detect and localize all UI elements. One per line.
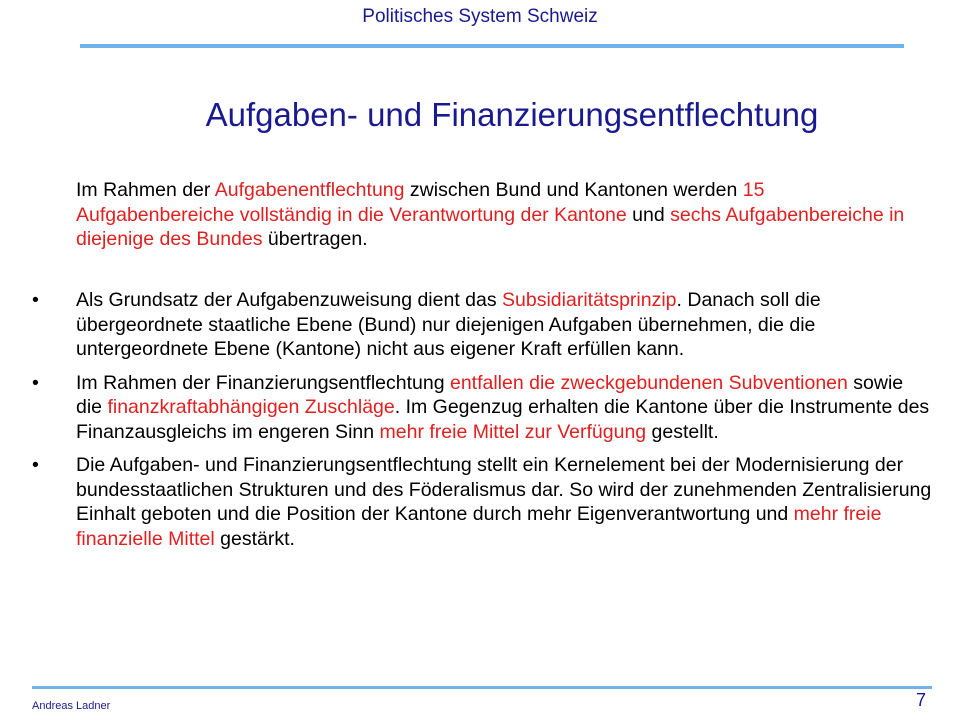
header-divider bbox=[80, 44, 904, 48]
intro-highlight: 15 Aufgabenbereiche vollständig in die Verantwortung der Kantone bbox=[76, 179, 765, 226]
bullet-segment: sowie die bbox=[76, 371, 904, 418]
intro-segment: Im Rahmen der bbox=[76, 179, 215, 201]
bullet-marker: • bbox=[32, 371, 39, 394]
header-title: Politisches System Schweiz bbox=[362, 6, 598, 27]
intro-highlight: sechs Aufgabenbereiche in diejenige des Bundes bbox=[76, 203, 905, 250]
bullet-segment: Im Rahmen der Finanzierungsentflechtung bbox=[76, 371, 450, 394]
bullet-segment: gestärkt. bbox=[214, 527, 295, 550]
bullet-highlight: mehr freie Mittel zur Verfügung bbox=[379, 420, 647, 443]
bullet-marker: • bbox=[32, 454, 39, 476]
bullet-segment: . Danach soll die übergeordnete staatliche Ebene (Bund) nur diejenigen Aufgaben übernehmen, die die untergeordnete Ebene (Kantone) nicht aus eigener Kraft erfüllen kann. bbox=[76, 289, 821, 360]
bullet-highlight: entfallen die zweckgebundenen Subventionen bbox=[449, 371, 848, 394]
footer-divider bbox=[32, 686, 932, 689]
bullet-segment: . Im Gegenzug erhalten die Kantone über die Instrumente des Finanzausgleichs im engeren Sinn bbox=[76, 396, 930, 443]
bullet-item bbox=[32, 453, 932, 551]
bullet-segment: gestellt. bbox=[646, 420, 719, 443]
intro-paragraph bbox=[76, 178, 926, 252]
footer-author: Andreas Ladner bbox=[32, 700, 111, 712]
bullet-item bbox=[32, 288, 932, 362]
bullet-segment: Als Grundsatz der Aufgabenzuweisung dient das bbox=[76, 289, 503, 311]
bullet-list bbox=[32, 288, 932, 560]
slide-title: Aufgaben- und Finanzierungsentflechtung bbox=[205, 96, 819, 133]
bullet-item bbox=[32, 371, 932, 445]
bullet-highlight: finanzkraftabhängigen Zuschläge bbox=[107, 396, 395, 418]
bullet-highlight: Subsidiaritätsprinzip bbox=[502, 289, 677, 311]
bullet-segment: Die Aufgaben- und Finanzierungsentflechtung stellt ein Kernelement bei der Modernisierung der bundesstaatlichen Strukturen und des Föderalismus dar. So wird der zunehmenden Zentralisierung Einhalt geboten und die Position der Kantone durch mehr Eigenverantwortung und bbox=[76, 454, 932, 525]
page-number: 7 bbox=[915, 690, 926, 710]
bullet-highlight: mehr freie finanzielle Mittel bbox=[76, 503, 882, 550]
bullet-marker: • bbox=[32, 289, 39, 311]
intro-segment: zwischen Bund und Kantonen werden bbox=[404, 179, 743, 201]
intro-segment: übertragen. bbox=[262, 228, 368, 250]
intro-highlight: Aufgabenentflechtung bbox=[214, 179, 405, 201]
intro-segment: und bbox=[626, 203, 671, 226]
